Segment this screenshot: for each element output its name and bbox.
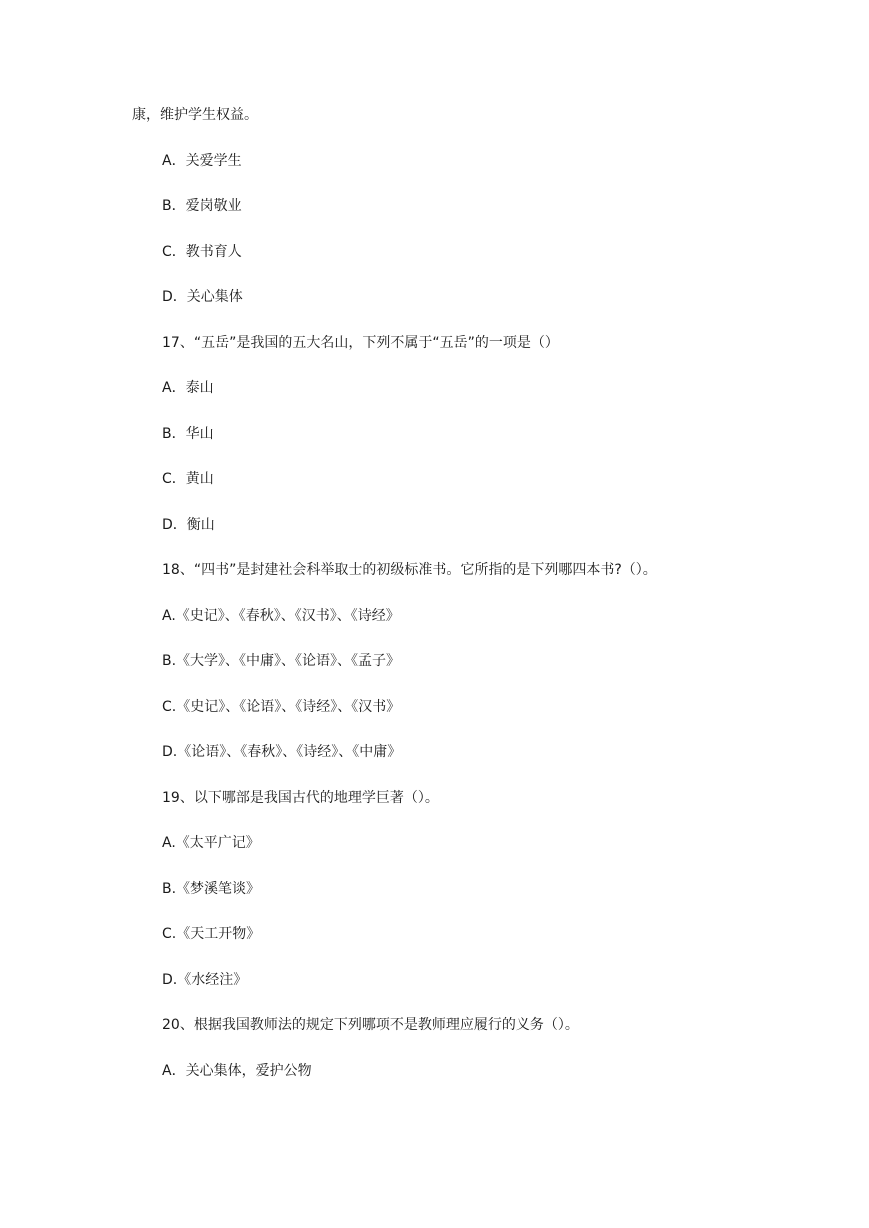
q19-option-b: B.《梦溪笔谈》	[162, 881, 261, 897]
q17-option-c: C．黄山	[162, 471, 214, 487]
continuation-text: 康，维护学生权益。	[132, 107, 258, 123]
q17-option-d: D．衡山	[162, 517, 215, 533]
q18-option-d: D.《论语》、《春秋》、《诗经》、《中庸》	[162, 744, 402, 760]
q20-option-a: A．关心集体，爱护公物	[162, 1063, 312, 1079]
q18-option-a: A.《史记》、《春秋》、《汉书》、《诗经》	[162, 608, 400, 624]
q16-option-b: B．爱岗敬业	[162, 198, 242, 214]
q18-option-c: C.《史记》、《论语》、《诗经》、《汉书》	[162, 699, 401, 715]
q19-stem: 19、以下哪部是我国古代的地理学巨著（）。	[162, 790, 439, 806]
q16-option-c: C．教书育人	[162, 244, 242, 260]
q16-option-d: D．关心集体	[162, 289, 243, 305]
q18-stem: 18、“四书”是封建社会科举取士的初级标准书。它所指的是下列哪四本书?（）。	[162, 562, 657, 578]
q19-option-c: C.《天工开物》	[162, 926, 261, 942]
q17-option-a: A．泰山	[162, 380, 214, 396]
q18-option-b: B.《大学》、《中庸》、《论语》、《孟子》	[162, 653, 401, 669]
q17-option-b: B．华山	[162, 426, 214, 442]
q19-option-d: D.《水经注》	[162, 972, 248, 988]
q20-stem: 20、根据我国教师法的规定下列哪项不是教师理应履行的义务（）。	[162, 1017, 579, 1033]
q16-option-a: A．关爱学生	[162, 153, 242, 169]
q17-stem: 17、“五岳”是我国的五大名山，下列不属于“五岳”的一项是（）	[162, 335, 559, 351]
q19-option-a: A.《太平广记》	[162, 835, 260, 851]
